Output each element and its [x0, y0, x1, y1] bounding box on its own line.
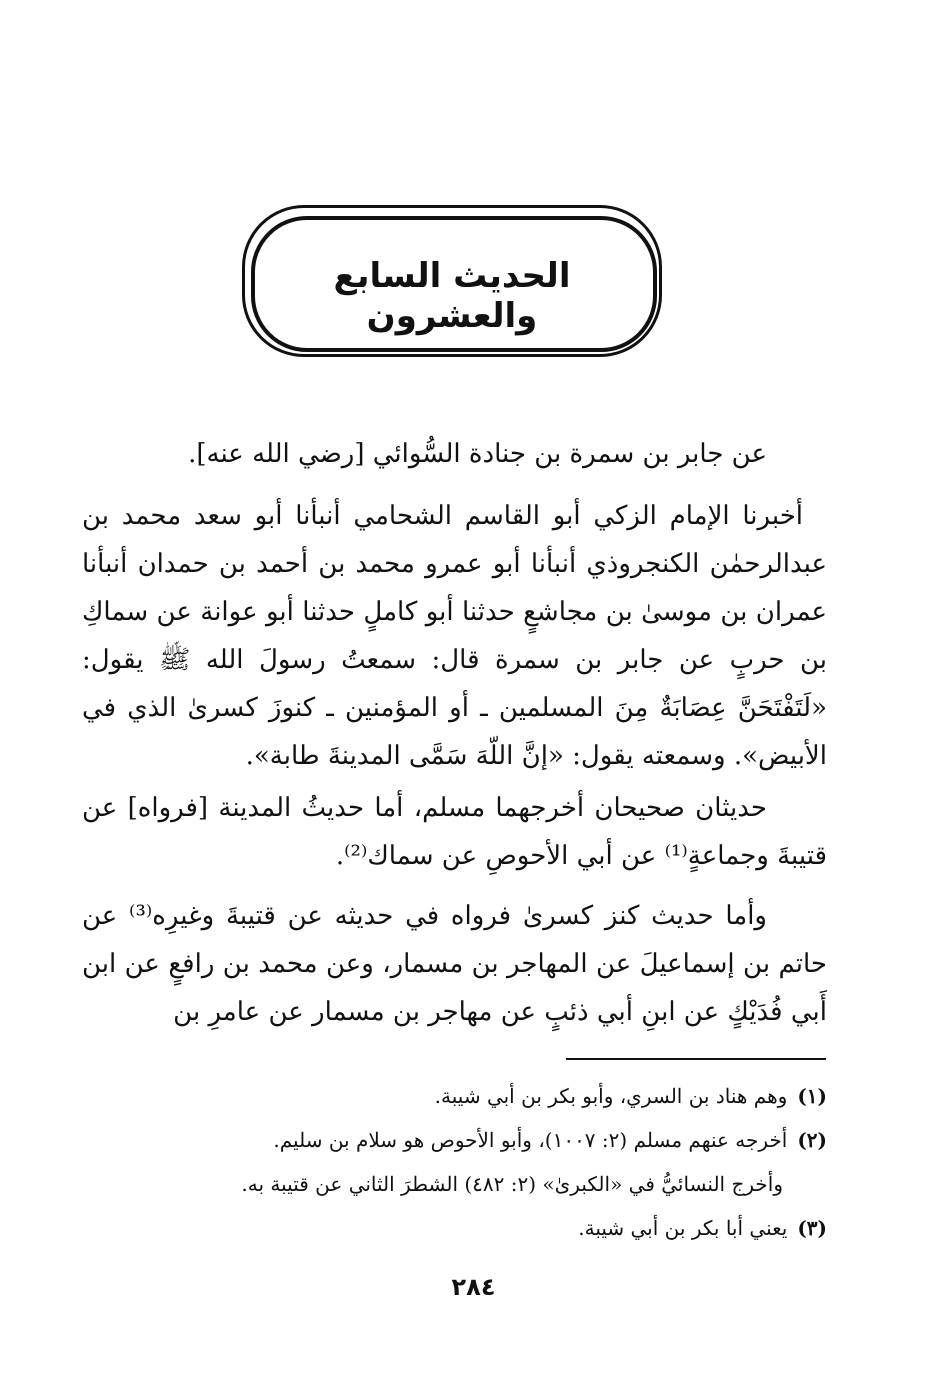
commentary-paragraph-1: حديثان صحيحان أخرجهما مسلم، أما حديثُ المدينة [فرواه] عن قتيبةَ وجماعةٍ⁽¹⁾ عن أبي الأحوصِ عن سماك⁽²⁾.	[82, 793, 827, 871]
intro-paragraph: عن جابر بن سمرة بن جنادة السُّوائي [رضي الله عنه].	[188, 439, 767, 469]
footnote-3	[120, 1206, 827, 1250]
footnote-text: وأخرج النسائيُّ في «الكبرىٰ» (٢: ٤٨٢) الشطرَ الثاني عن قتيبة به.	[241, 1172, 783, 1196]
footnote-1	[120, 1074, 827, 1118]
footnote-number: (٣)	[797, 1216, 827, 1240]
commentary-paragraph-block-1	[82, 784, 827, 880]
footnote-text: أخرجه عنهم مسلم (٢: ١٠٠٧)، وأبو الأحوص هو سلام بن سليم.	[273, 1128, 788, 1152]
footnote-number: (١)	[797, 1084, 827, 1108]
isnad-paragraph: أخبرنا الإمام الزكي أبو القاسم الشحامي أنبأنا أبو سعد محمد بن عبدالرحمٰن الكنجروذي أنبأنا أبو عمرو محمد بن أحمد بن حمدان أنبأنا عمران بن موسىٰ بن مجاشعٍ حدثنا أبو كاملٍ حدثنا أبو عوانة عن سماكِ بن حربٍ عن جابر بن سمرة قال: سمعتُ رسولَ الله ﷺ يقول: «لَتَفْتَحَنَّ عِصَابَةٌ مِنَ المسلمين ـ أو المؤمنين ـ كنوزَ كسرىٰ الذي في الأبيض». وسمعته يقول: «إنَّ اللّهَ سَمَّى المدينةَ طابة».	[82, 501, 827, 771]
footnotes	[120, 1074, 827, 1250]
commentary-paragraph-block-2	[82, 892, 827, 1036]
footnote-2-continuation	[120, 1162, 827, 1206]
footnote-text: وهم هناد بن السري، وأبو بكر بن أبي شيبة.	[434, 1084, 788, 1108]
commentary-paragraph-2: وأما حديث كنز كسرىٰ فرواه في حديثه عن قتيبةَ وغيرِه⁽³⁾ عن حاتم بن إسماعيلَ عن المهاجر بن مسمار، وعن محمد بن رافعٍ عن ابن أَبي فُدَيْكٍ عن ابنِ أبي ذئبٍ عن مهاجر بن مسمار عن عامرِ بن	[82, 901, 827, 1027]
isnad-paragraph-block	[82, 492, 827, 780]
footnote-separator	[566, 1058, 826, 1060]
footnote-2	[120, 1118, 827, 1162]
chapter-title: الحديث السابع والعشرون	[333, 256, 571, 336]
chapter-title-frame	[242, 205, 662, 357]
footnote-text: يعني أبا بكر بن أبي شيبة.	[578, 1216, 788, 1240]
page-number: ٢٨٤	[451, 1273, 496, 1301]
footnote-number: (٢)	[797, 1128, 827, 1152]
intro-paragraph-block	[82, 430, 827, 478]
